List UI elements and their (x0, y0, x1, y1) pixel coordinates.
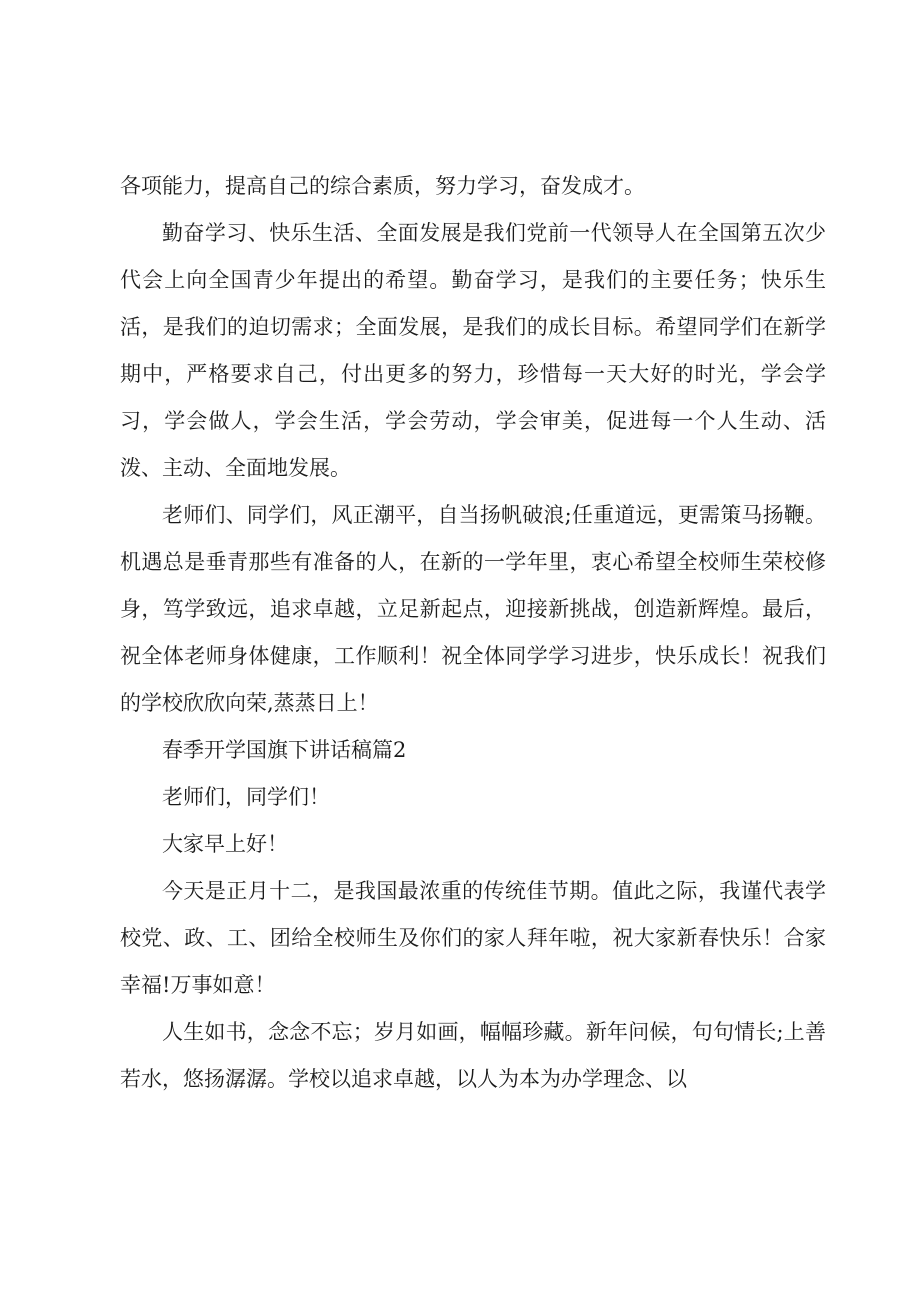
document-body (120, 163, 826, 1103)
paragraph-3: 老师们、同学们，风正潮平，自当扬帆破浪;任重道远，更需策马扬鞭。机遇总是垂青那些有准备的人，在新的一学年里，衷心希望全校师生荣校修身，笃学致远，追求卓越，立足新起点，迎接新挑战，创造新辉煌。最后，祝全体老师身体健康，工作顺利！祝全体同学学习进步，快乐成长！祝我们的学校欣欣向荣,蒸蒸日上！ (120, 503, 826, 715)
paragraph-8: 人生如书，念念不忘；岁月如画，幅幅珍藏。新年问候，句句情长;上善若水，悠扬潺潺。学校以追求卓越，以人为本为办学理念、以 (120, 1020, 826, 1091)
salutation: 老师们，同学们！ (162, 785, 330, 809)
greeting: 大家早上好！ (162, 832, 288, 856)
paragraph-7: 今天是正月十二，是我国最浓重的传统佳节期。值此之际，我谨代表学校党、政、工、团给全校师生及你们的家人拜年啦，祝大家新春快乐！合家幸福!万事如意！ (120, 879, 826, 997)
section-heading: 春季开学国旗下讲话稿篇2 (162, 738, 407, 762)
paragraph-2: 勤奋学习、快乐生活、全面发展是我们党前一代领导人在全国第五次少代会上向全国青少年提出的希望。勤奋学习，是我们的主要任务；快乐生活，是我们的迫切需求；全面发展，是我们的成长目标。希望同学们在新学期中，严格要求自己，付出更多的努力，珍惜每一天大好的时光，学会学习，学会做人，学会生活，学会劳动，学会审美，促进每一个人生动、活泼、主动、全面地发展。 (120, 221, 826, 480)
paragraph-1: 各项能力，提高自己的综合素质，努力学习，奋发成才。 (120, 174, 645, 198)
